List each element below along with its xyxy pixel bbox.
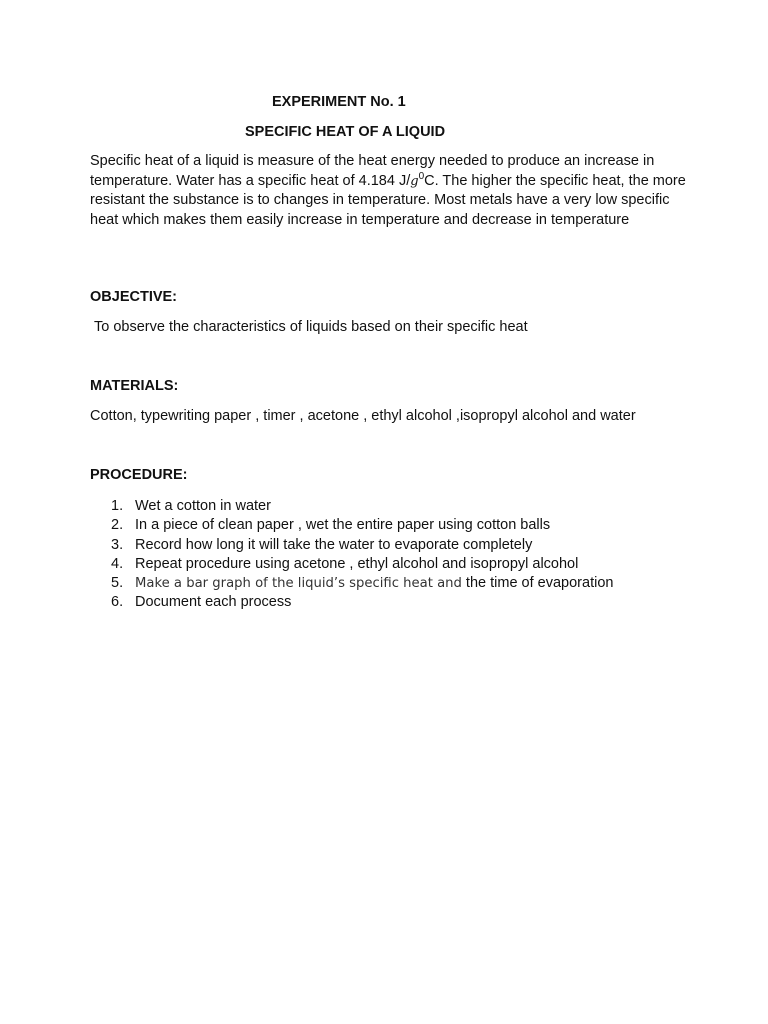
step-text-part2: the time of evaporation <box>461 575 614 592</box>
step-text: In a piece of clean paper , wet the entire paper using cotton balls <box>135 517 551 534</box>
step-text: Repeat procedure using acetone , ethyl alcohol and isopropyl alcohol <box>135 555 579 572</box>
step-number: 1. <box>111 498 124 514</box>
step-text-part1: Make a bar graph of the liquid’s specific heat and <box>135 576 462 592</box>
procedure-step <box>111 574 613 593</box>
experiment-subtitle: SPECIFIC HEAT OF A LIQUID <box>245 124 446 140</box>
objective-heading: OBJECTIVE: <box>90 289 178 305</box>
intro-text-start: Specific heat of a liquid is measure of the heat energy needed to produce an increase in temperature. Water has a specific heat of 4.184 J/ <box>90 153 655 189</box>
intro-text-end: C. The higher the specific heat, the more resistant the substance is to changes in temperature. Most metals have a very low specific heat which makes them easily increase in temperature and decrease in temperature <box>90 172 686 228</box>
objective-text: To observe the characteristics of liquids based on their specific heat <box>94 319 528 335</box>
intro-paragraph <box>90 152 690 230</box>
step-text: Document each process <box>135 594 292 611</box>
procedure-step <box>111 497 613 516</box>
step-number: 5. <box>111 575 124 592</box>
step-number: 3. <box>111 536 124 553</box>
procedure-step <box>111 555 613 574</box>
procedure-step <box>111 516 613 535</box>
procedure-step <box>111 593 613 612</box>
materials-text: Cotton, typewriting paper , timer , acetone , ethyl alcohol ,isopropyl alcohol and water <box>90 408 636 424</box>
step-number: 6. <box>111 594 124 611</box>
materials-heading: MATERIALS: <box>90 378 179 394</box>
procedure-step <box>111 536 613 555</box>
unit-degree-superscript: 0 <box>418 170 425 182</box>
step-text: Wet a cotton in water <box>135 498 271 514</box>
experiment-title: EXPERIMENT No. 1 <box>272 94 406 110</box>
procedure-heading: PROCEDURE: <box>90 467 188 483</box>
unit-gram: g <box>410 173 419 189</box>
step-text: Record how long it will take the water to evaporate completely <box>135 536 533 553</box>
step-number: 2. <box>111 517 124 534</box>
step-number: 4. <box>111 555 124 572</box>
procedure-steps-list <box>111 497 613 613</box>
